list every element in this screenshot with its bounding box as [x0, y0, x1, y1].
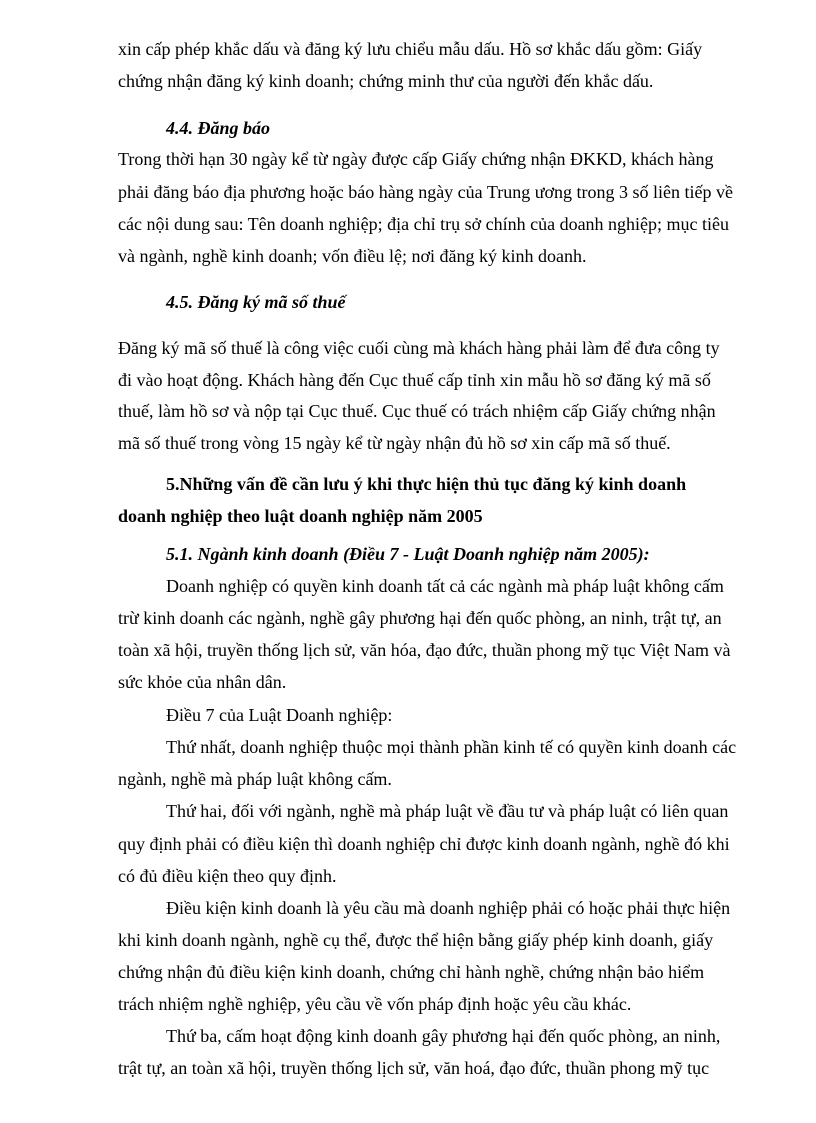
- text-line: phải đăng báo địa phương hoặc báo hàng ngày của Trung ương trong 3 số liên tiếp về: [118, 182, 733, 202]
- text-line: chứng nhận đăng ký kinh doanh; chứng minh thư của người đến khắc dấu.: [118, 71, 654, 91]
- text-line: khi kinh doanh ngành, nghề cụ thể, được thể hiện bằng giấy phép kinh doanh, giấy: [118, 930, 714, 950]
- text-line: chứng nhận đủ điều kiện kinh doanh, chứng chỉ hành nghề, chứng nhận bảo hiểm: [118, 962, 705, 982]
- text-line: và ngành, nghề kinh doanh; vốn điều lệ; nơi đăng ký kinh doanh.: [118, 246, 587, 266]
- text-line: các nội dung sau: Tên doanh nghiệp; địa chỉ trụ sở chính của doanh nghiệp; mục tiêu: [118, 214, 730, 234]
- text-line: Điều 7 của Luật Doanh nghiệp:: [166, 705, 393, 725]
- text-line: sức khỏe của nhân dân.: [118, 672, 287, 692]
- text-line: toàn xã hội, truyền thống lịch sử, văn hóa, đạo đức, thuần phong mỹ tục Việt Nam và: [118, 640, 731, 660]
- text-line: quy định phải có điều kiện thì doanh nghiệp chỉ được kinh doanh ngành, nghề đó khi: [118, 834, 730, 854]
- section-heading-5-cont: doanh nghiệp theo luật doanh nghiệp năm 2005: [118, 506, 483, 526]
- text-line: Trong thời hạn 30 ngày kể từ ngày được cấp Giấy chứng nhận ĐKKD, khách hàng: [118, 149, 714, 169]
- section-heading-4-5: 4.5. Đăng ký mã số thuế: [166, 292, 346, 312]
- text-line: Điều kiện kinh doanh là yêu cầu mà doanh nghiệp phải có hoặc phải thực hiện: [166, 898, 731, 918]
- section-heading-4-4: 4.4. Đăng báo: [166, 118, 271, 138]
- text-line: ngành, nghề mà pháp luật không cấm.: [118, 769, 392, 789]
- section-heading-5: 5.Những vấn đề cần lưu ý khi thực hiện thủ tục đăng ký kinh doanh: [166, 474, 687, 494]
- text-line: thuế, làm hồ sơ và nộp tại Cục thuế. Cục thuế có trách nhiệm cấp Giấy chứng nhận: [118, 401, 716, 421]
- text-line: có đủ điều kiện theo quy định.: [118, 866, 337, 886]
- text-line: Thứ ba, cấm hoạt động kinh doanh gây phương hại đến quốc phòng, an ninh,: [166, 1026, 721, 1046]
- text-line: Đăng ký mã số thuế là công việc cuối cùng mà khách hàng phải làm để đưa công ty: [118, 338, 720, 358]
- text-line: trách nhiệm nghề nghiệp, yêu cầu về vốn pháp định hoặc yêu cầu khác.: [118, 994, 632, 1014]
- section-heading-5-1: 5.1. Ngành kinh doanh (Điều 7 - Luật Doanh nghiệp năm 2005):: [166, 544, 650, 564]
- text-line: Thứ nhất, doanh nghiệp thuộc mọi thành phần kinh tế có quyền kinh doanh các: [166, 737, 737, 757]
- text-line: Thứ hai, đối với ngành, nghề mà pháp luật về đầu tư và pháp luật có liên quan: [166, 801, 729, 821]
- text-line: xin cấp phép khắc dấu và đăng ký lưu chiểu mẫu dấu. Hồ sơ khắc dấu gồm: Giấy: [118, 39, 703, 59]
- text-line: đi vào hoạt động. Khách hàng đến Cục thuế cấp tỉnh xin mẫu hồ sơ đăng ký mã số: [118, 370, 711, 390]
- text-line: Doanh nghiệp có quyền kinh doanh tất cả các ngành mà pháp luật không cấm: [166, 576, 724, 596]
- text-line: trừ kinh doanh các ngành, nghề gây phương hại đến quốc phòng, an ninh, trật tự, an: [118, 608, 722, 628]
- text-line: trật tự, an toàn xã hội, truyền thống lịch sử, văn hoá, đạo đức, thuần phong mỹ tục: [118, 1058, 710, 1078]
- text-line: mã số thuế trong vòng 15 ngày kể từ ngày nhận đủ hồ sơ xin cấp mã số thuế.: [118, 433, 671, 453]
